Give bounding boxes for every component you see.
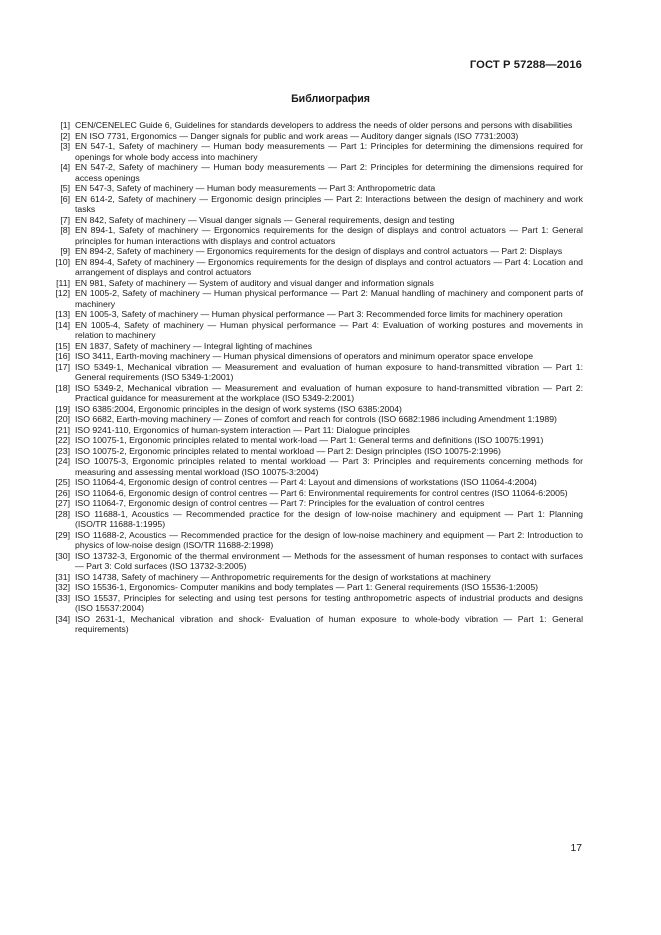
bibliography-entry [42, 194, 583, 215]
bibliography-entry [42, 614, 583, 635]
entry-number: [11] [56, 277, 70, 288]
bibliography-entry [42, 141, 583, 162]
entry-number: [1] [60, 120, 70, 130]
entry-number: [4] [60, 162, 70, 172]
bibliography-entry [42, 383, 583, 404]
standard-designation: ГОСТ Р 57288—2016 [469, 59, 582, 71]
entry-text: ISO 14738, Safety of machinery — Anthropometric requirements for the design of workstations at machinery [75, 571, 491, 582]
entry-number: [31] [55, 571, 70, 582]
entry-number: [19] [55, 403, 70, 414]
bibliography-entry [42, 278, 583, 289]
entry-number: [26] [55, 487, 70, 498]
entry-number: [21] [55, 424, 70, 435]
entry-number: [24] [55, 456, 70, 466]
bibliography-entry [42, 404, 583, 415]
entry-text: ISO 5349-1, Mechanical vibration — Measurement and evaluation of human exposure to hand-transmitted vibration — Part 1: General requirements (ISO 5349-1:2001) [75, 361, 583, 382]
entry-text: CEN/CENELEC Guide 6, Guidelines for standards developers to address the needs of older persons and persons with disabilities [75, 120, 573, 130]
bibliography-entry [42, 414, 583, 425]
bibliography-entry [42, 362, 583, 383]
bibliography-entry [42, 120, 583, 131]
entry-text: EN 1005-2, Safety of machinery — Human physical performance — Part 2: Manual handling of machinery and component parts of machinery [75, 288, 583, 309]
entry-text: EN 547-3, Safety of machinery — Human body measurements — Part 3: Anthropometric data [75, 183, 436, 193]
bibliography-entry [42, 435, 583, 446]
entry-text: EN 842, Safety of machinery — Visual danger signals — General requirements, design and testing [75, 214, 455, 225]
entry-number: [6] [60, 193, 70, 204]
bibliography-entry [42, 530, 583, 551]
entry-text: EN 894-4, Safety of machinery — Ergonomics requirements for the design of displays and control actuators — Part 4: Location and arrangement of displays and control actuators [75, 256, 583, 277]
entry-number: [14] [55, 319, 70, 330]
entry-number: [12] [55, 288, 70, 298]
entry-number: [27] [55, 498, 70, 508]
bibliography-entry [42, 572, 583, 583]
entry-text: ISO 10075-3, Ergonomic principles related to mental workload — Part 3: Principles and requirements concerning methods for measuring and assessing mental workload (ISO 10075-3:2004) [75, 456, 583, 477]
entry-text: ISO 2631-1, Mechanical vibration and shock- Evaluation of human exposure to whole-body vibration — Part 1: General requirements) [75, 613, 583, 634]
entry-text: ISO 6682, Earth-moving machinery — Zones of comfort and reach for controls (ISO 6682:1986 including Amendment 1:1989) [75, 414, 557, 424]
entry-text: EN 547-2, Safety of machinery — Human body measurements — Part 2: Principles for determining the dimensions required for access openings [75, 162, 583, 183]
bibliography-entry [42, 488, 583, 499]
entry-text: ISO 9241-110, Ergonomics of human-system interaction — Part 11: Dialogue principles [75, 424, 410, 435]
bibliography-entry [42, 215, 583, 226]
entry-number: [3] [60, 141, 70, 151]
entry-number: [30] [55, 550, 70, 561]
entry-text: ISO 6385:2004, Ergonomic principles in the design of work systems (ISO 6385:2004) [75, 403, 402, 414]
entry-text: EN 1005-4, Safety of machinery — Human physical performance — Part 4: Evaluation of working postures and movements in relation to machinery [75, 319, 583, 340]
entry-text: EN 981, Safety of machinery — System of auditory and visual danger and information signals [75, 277, 434, 288]
entry-number: [18] [55, 382, 70, 393]
entry-text: EN 894-1, Safety of machinery — Ergonomics requirements for the design of displays and control actuators — Part 1: General principles for human interactions with displays and control actuators [75, 225, 583, 246]
entry-number: [10] [55, 256, 70, 267]
entry-number: [33] [55, 592, 70, 603]
bibliography-entry [42, 425, 583, 436]
entry-number: [23] [55, 445, 70, 456]
bibliography-entry [42, 288, 583, 309]
entry-number: [25] [55, 477, 70, 487]
entry-text: ISO 10075-2, Ergonomic principles related to mental workload — Part 2: Design principles (ISO 10075-2:1996) [75, 445, 501, 456]
bibliography-entry [42, 593, 583, 614]
entry-number: [17] [55, 361, 70, 372]
entry-number: [16] [55, 351, 70, 361]
entry-number: [15] [55, 340, 70, 351]
entry-text: ISO 15537, Principles for selecting and using test persons for testing anthropometric aspects of industrial products and designs (ISO 15537:2004) [75, 592, 583, 613]
bibliography-entry [42, 477, 583, 488]
entry-text: EN ISO 7731, Ergonomics — Danger signals for public and work areas — Auditory danger signals (ISO 7731:2003) [75, 130, 519, 141]
entry-text: EN 1837, Safety of machinery — Integral lighting of machines [75, 340, 313, 351]
entry-text: ISO 11688-2, Acoustics — Recommended practice for the design of low-noise machinery and equipment — Part 2: Introduction to physics of low-noise design (ISO/TR 11688-2:1998) [75, 529, 583, 550]
bibliography-entry [42, 131, 583, 142]
entry-text: EN 894-2, Safety of machinery — Ergonomics requirements for the design of displays and control actuators — Part 2: Displays [75, 246, 563, 256]
page-number: 17 [570, 843, 582, 854]
entry-text: EN 614-2, Safety of machinery — Ergonomic design principles — Part 2: Interactions between the design of machinery and work tasks [75, 193, 583, 214]
page-title: Библиография [291, 93, 370, 105]
bibliography-entry [42, 498, 583, 509]
entry-number: [28] [55, 508, 70, 519]
bibliography-entry [42, 309, 583, 320]
bibliography-entry [42, 320, 583, 341]
entry-number: [20] [55, 414, 70, 424]
entry-text: ISO 5349-2, Mechanical vibration — Measurement and evaluation of human exposure to hand-transmitted vibration — Part 2: Practical guidance for measurement at the workplace (ISO 5349-2:2001) [75, 382, 583, 403]
entry-number: [7] [60, 214, 70, 225]
bibliography-entry [42, 446, 583, 457]
entry-text: ISO 15536-1, Ergonomics- Computer manikins and body templates — Part 1: General requirements (ISO 15536-1:2005) [75, 582, 539, 592]
entry-number: [34] [55, 613, 70, 624]
entry-text: ISO 10075-1, Ergonomic principles related to mental work-load — Part 1: General terms and definitions (ISO 10075:1991) [75, 435, 544, 445]
bibliography-list [42, 120, 583, 635]
entry-number: [5] [60, 183, 70, 193]
bibliography-entry [42, 456, 583, 477]
bibliography-entry [42, 341, 583, 352]
entry-text: ISO 11064-6, Ergonomic design of control centres — Part 6: Environmental requirements for control centres (ISO 11064-6:2005) [75, 487, 568, 498]
entry-number: [32] [55, 582, 70, 592]
entry-number: [8] [60, 225, 70, 235]
entry-number: [2] [60, 130, 70, 141]
entry-text: EN 1005-3, Safety of machinery — Human physical performance — Part 3: Recommended force limits for machinery operation [75, 309, 563, 319]
bibliography-entry [42, 183, 583, 194]
entry-number: [13] [55, 309, 70, 319]
bibliography-entry [42, 582, 583, 593]
entry-number: [9] [60, 246, 70, 256]
entry-text: ISO 3411, Earth-moving machinery — Human physical dimensions of operators and minimum operator space envelope [75, 351, 534, 361]
entry-text: ISO 11064-7, Ergonomic design of control centres — Part 7: Principles for the evaluation of control centres [75, 498, 485, 508]
bibliography-entry [42, 225, 583, 246]
bibliography-entry [42, 551, 583, 572]
bibliography-entry [42, 246, 583, 257]
bibliography-entry [42, 162, 583, 183]
bibliography-entry [42, 257, 583, 278]
entry-text: ISO 11064-4, Ergonomic design of control centres — Part 4: Layout and dimensions of workstations (ISO 11064-4:2004) [75, 477, 537, 487]
bibliography-entry [42, 351, 583, 362]
entry-text: ISO 11688-1, Acoustics — Recommended practice for the design of low-noise machinery and equipment — Part 1: Planning (ISO/TR 11688-1:1995) [75, 508, 583, 529]
entry-number: [29] [55, 529, 70, 540]
entry-number: [22] [55, 435, 70, 445]
bibliography-entry [42, 509, 583, 530]
entry-text: EN 547-1, Safety of machinery — Human body measurements — Part 1: Principles for determining the dimensions required for openings for whole body access into machinery [75, 141, 583, 162]
entry-text: ISO 13732-3, Ergonomic of the thermal environment — Methods for the assessment of human responses to contact with surfaces — Part 3: Cold surfaces (ISO 13732-3:2005) [75, 550, 583, 571]
